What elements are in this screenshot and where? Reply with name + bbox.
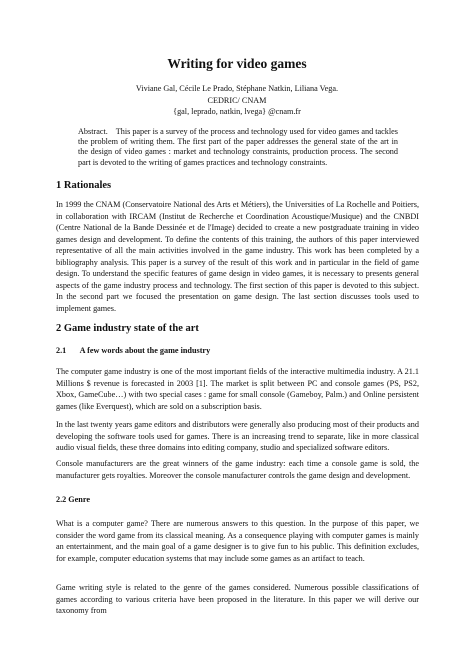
paragraph: Console manufacturers are the great winners of the game industry: each time a console game is sold, the manufacturer gets royalties. Moreover the console manufacturer controls the game design and development.	[56, 459, 419, 480]
author-emails: {gal, leprado, natkin, lvega} @cnam.fr	[173, 107, 301, 116]
abstract-label: Abstract.	[78, 127, 108, 136]
paragraph: The computer game industry is one of the most important fields of the interactive multimedia industry. A 21.1 Millions $ revenue is forecasted in 2003 [1]. The market is split between PC and console games (PS, PS2, Xbox, GameCube…) with two special cases : game for small console (Gameboy, Palm.) and Online persistent games (like Everquest), which are sold on a subscription basis.	[56, 367, 419, 411]
subsection-heading	[56, 346, 210, 356]
subsection-number: 2.1	[56, 346, 67, 355]
abstract	[78, 127, 398, 168]
subsection-title: A few words about the game industry	[79, 346, 211, 355]
paragraph: Game writing style is related to the genre of the games considered. Numerous possible classifications of games according to various criteria have been proposed in the literature. In this paper we will derive our taxonomy from	[56, 583, 419, 615]
paragraph: In the last twenty years game editors and distributors were generally also producing most of their products and developing the software tools used for games. There is an increasing trend to separate, like in more classical audio visual fields, these three domains into editing company, studio and specialized software editors.	[56, 420, 419, 452]
section-heading-game-industry: 2 Game industry state of the art	[56, 323, 199, 334]
paper-title: Writing for video games	[167, 56, 307, 71]
section-heading-rationales: 1 Rationales	[56, 180, 112, 191]
subsection-heading-genre: 2.2 Genre	[56, 495, 90, 504]
abstract-text: This paper is a survey of the process and technology used for video games and tackles the problem of writing them. The first part of the paper addresses the general state of the art in the design of video games : market and technology constraints, production process. The second part is devoted to the writing of games practices and technology constraints.	[78, 127, 398, 167]
affiliation: CEDRIC/ CNAM	[207, 96, 267, 105]
authors: Viviane Gal, Cécile Le Prado, Stéphane Natkin, Liliana Vega.	[135, 84, 339, 93]
paragraph: In 1999 the CNAM (Conservatoire National des Arts et Métiers), the Universities of La Rochelle and Poitiers, in collaboration with IRCAM (Institut de Recherche et Coordination Acoustique/Musique) and the CNBDI (Centre National de la Bande Dessinée et de l'Image) decided to create a new postgraduate training in video games design and development. To define the contents of this training, the authors of this paper interviewed representative of all the main activities involved in the game industry. This work has been completed by a bibliography analysis. This paper is a survey of the result of this work and in particular in the field of game design. To understand the specific features of game design in video games, it is necessary to presents general aspects of the game industry process and technology. The first section of this paper is devoted to this subject. In the second part we focused the presentation on game design. The last section discusses tools used to implement games.	[56, 200, 419, 313]
paragraph: What is a computer game? There are numerous answers to this question. In the purpose of this paper, we consider the word game from its classical meaning. As a consequence playing with computer games is mainly an entertainment, and the main goal of a game designer is to give fun to his public. This definition excludes, for example, computer education systems that may include some games as an artifact to teach.	[56, 519, 419, 563]
